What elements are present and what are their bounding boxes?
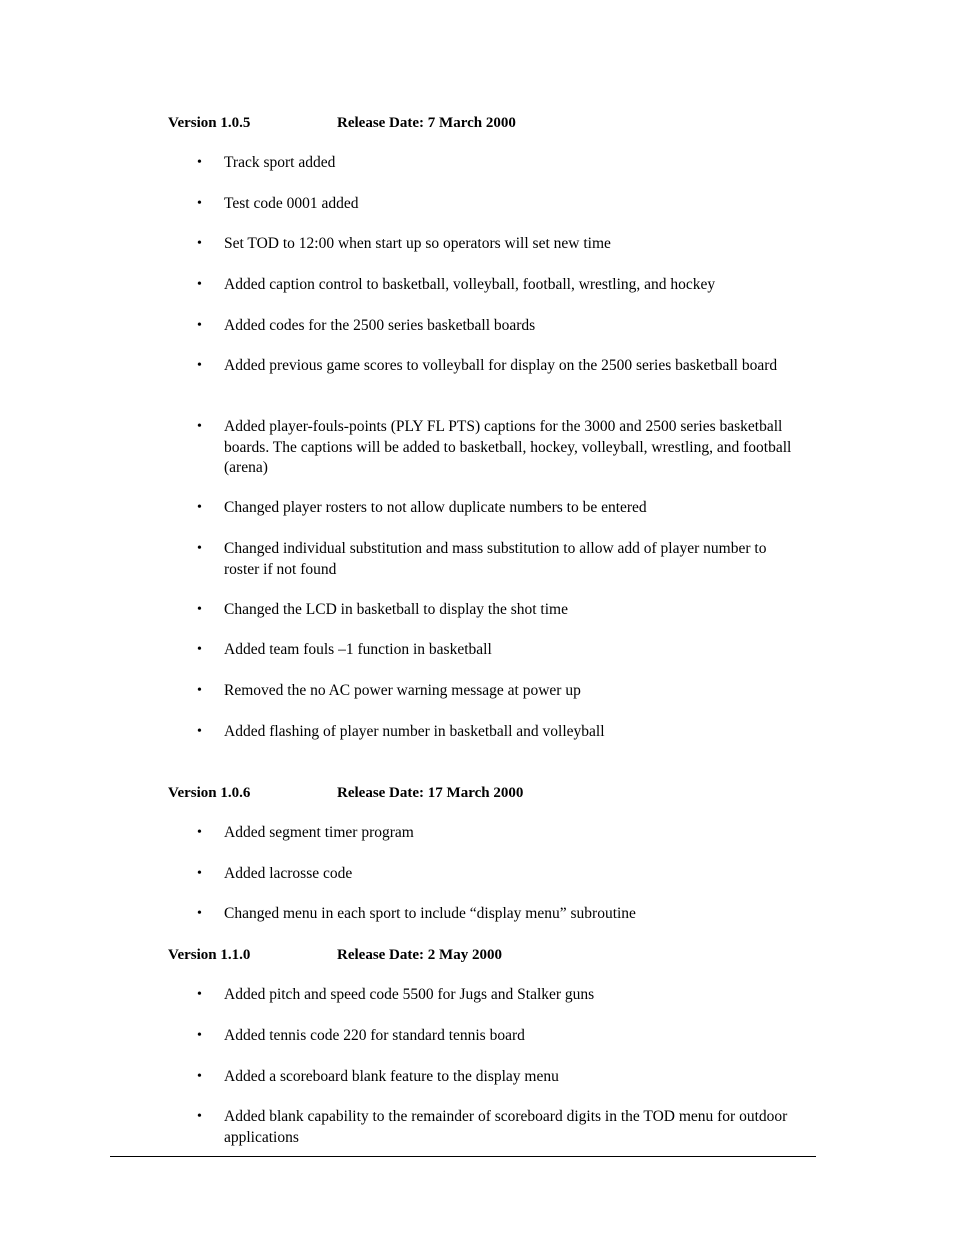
item-text: Changed individual substitution and mass substitution to allow add of player number to roster if not found bbox=[224, 540, 767, 578]
bullet-icon: • bbox=[197, 318, 202, 333]
item-text: Added tennis code 220 for standard tennis board bbox=[224, 1027, 525, 1044]
bullet-icon: • bbox=[197, 1028, 202, 1043]
bullet-icon: • bbox=[197, 1109, 202, 1124]
list-item bbox=[197, 722, 804, 743]
bullet-icon: • bbox=[197, 906, 202, 921]
footer-divider bbox=[110, 1156, 816, 1157]
bullet-icon: • bbox=[197, 277, 202, 292]
bullet-icon: • bbox=[197, 196, 202, 211]
bullet-icon: • bbox=[197, 825, 202, 840]
item-text: Added codes for the 2500 series basketball boards bbox=[224, 317, 536, 334]
list-item bbox=[197, 356, 804, 377]
item-text: Added segment timer program bbox=[224, 824, 414, 841]
list-item bbox=[197, 1067, 804, 1088]
list-item bbox=[197, 194, 804, 215]
item-text: Test code 0001 added bbox=[224, 195, 359, 212]
bullet-icon: • bbox=[197, 541, 202, 556]
item-text: Added blank capability to the remainder of scoreboard digits in the TOD menu for outdoor applications bbox=[224, 1108, 788, 1146]
bullet-icon: • bbox=[197, 236, 202, 251]
list-item bbox=[197, 681, 804, 702]
list-item bbox=[197, 1026, 804, 1047]
version-number: Version 1.0.5 bbox=[168, 115, 251, 131]
bullet-icon: • bbox=[197, 642, 202, 657]
item-text: Changed the LCD in basketball to display the shot time bbox=[224, 601, 568, 618]
item-text: Added previous game scores to volleyball for display on the 2500 series basketball board bbox=[224, 357, 778, 374]
bullet-icon: • bbox=[197, 866, 202, 881]
list-item bbox=[197, 823, 804, 844]
release-date: Release Date: 7 March 2000 bbox=[337, 115, 516, 131]
version-header-1-0-5 bbox=[168, 113, 516, 133]
list-item bbox=[197, 498, 804, 519]
list-item bbox=[197, 153, 804, 174]
bullet-icon: • bbox=[197, 419, 202, 434]
bullet-icon: • bbox=[197, 987, 202, 1002]
bullet-icon: • bbox=[197, 724, 202, 739]
list-item bbox=[197, 985, 804, 1006]
item-text: Added lacrosse code bbox=[224, 865, 353, 882]
release-date: Release Date: 17 March 2000 bbox=[337, 785, 524, 801]
bullet-icon: • bbox=[197, 500, 202, 515]
version-header-1-0-6 bbox=[168, 783, 523, 803]
list-item bbox=[197, 417, 804, 479]
item-text: Removed the no AC power warning message at power up bbox=[224, 682, 581, 699]
release-date: Release Date: 2 May 2000 bbox=[337, 947, 502, 963]
item-text: Added pitch and speed code 5500 for Jugs and Stalker guns bbox=[224, 986, 595, 1003]
list-item bbox=[197, 234, 804, 255]
list-item bbox=[197, 275, 804, 296]
list-item bbox=[197, 640, 804, 661]
bullet-icon: • bbox=[197, 602, 202, 617]
list-item bbox=[197, 904, 804, 925]
bullet-icon: • bbox=[197, 1069, 202, 1084]
item-text: Set TOD to 12:00 when start up so operators will set new time bbox=[224, 235, 611, 252]
item-text: Added flashing of player number in basketball and volleyball bbox=[224, 723, 605, 740]
version-header-1-1-0 bbox=[168, 945, 502, 965]
list-item bbox=[197, 1107, 804, 1148]
item-text: Added player-fouls-points (PLY FL PTS) captions for the 3000 and 2500 series basketball boards. The captions will be added to basketball, hockey, volleyball, wrestling, and football (arena) bbox=[224, 418, 792, 476]
item-text: Changed player rosters to not allow duplicate numbers to be entered bbox=[224, 499, 647, 516]
item-text: Changed menu in each sport to include “display menu” subroutine bbox=[224, 905, 636, 922]
item-text: Track sport added bbox=[224, 154, 336, 171]
item-text: Added caption control to basketball, volleyball, football, wrestling, and hockey bbox=[224, 276, 716, 293]
list-item bbox=[197, 600, 804, 621]
item-text: Added team fouls –1 function in basketball bbox=[224, 641, 492, 658]
version-number: Version 1.0.6 bbox=[168, 785, 251, 801]
list-item bbox=[197, 316, 804, 337]
list-item bbox=[197, 539, 804, 580]
bullet-icon: • bbox=[197, 155, 202, 170]
version-number: Version 1.1.0 bbox=[168, 947, 251, 963]
item-text: Added a scoreboard blank feature to the display menu bbox=[224, 1068, 559, 1085]
list-item bbox=[197, 864, 804, 885]
bullet-icon: • bbox=[197, 358, 202, 373]
bullet-icon: • bbox=[197, 683, 202, 698]
